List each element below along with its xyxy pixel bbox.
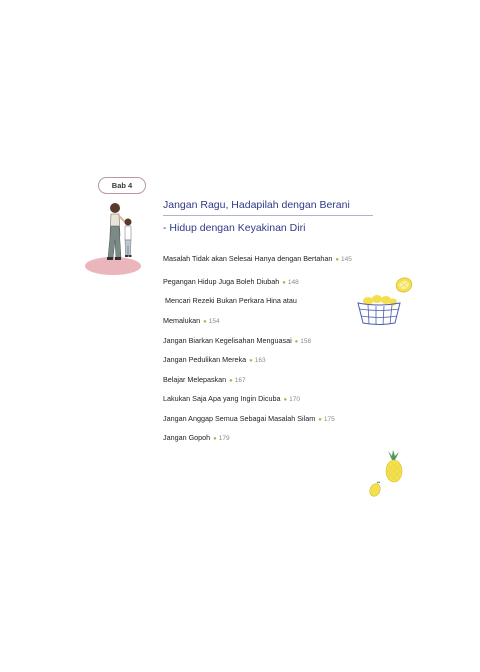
toc-entry[interactable]: [163, 277, 299, 288]
chapter-badge-label: Bab 4: [111, 181, 133, 190]
bullet-dot-icon: ●: [203, 319, 207, 325]
toc-entry-title: Jangan Gopoh: [163, 433, 211, 442]
toc-entry[interactable]: [163, 296, 297, 306]
toc-entry-page: 163: [254, 357, 266, 364]
toc-entry-title: Memalukan: [163, 316, 201, 325]
toc-entry-page: 170: [289, 396, 300, 403]
toc-entry-title: Masalah Tidak akan Selesai Hanya dengan Bertahan: [163, 254, 333, 263]
toc-entry[interactable]: [163, 254, 352, 265]
toc-entry-page: 179: [218, 435, 230, 442]
toc-entry-title: Mencari Rezeki Bukan Perkara Hina atau: [163, 296, 297, 305]
bullet-dot-icon: ●: [294, 339, 299, 345]
bullet-dot-icon: ●: [229, 378, 233, 384]
lemon-icon: [393, 275, 415, 295]
bullet-dot-icon: ●: [335, 257, 340, 263]
toc-entry[interactable]: [163, 394, 300, 405]
toc-entry-page: 154: [208, 318, 220, 325]
toc-entry-title: Pegangan Hidup Juga Boleh Diubah: [163, 277, 280, 286]
toc-entry-page: 158: [300, 338, 312, 345]
toc-entry[interactable]: [163, 375, 246, 386]
toc-entry[interactable]: [163, 414, 335, 425]
small-lemon-icon: [367, 480, 383, 498]
toc-entry-page: 145: [341, 256, 352, 263]
bullet-dot-icon: ●: [213, 436, 217, 442]
parent-child-illustration: [83, 196, 143, 278]
chapter-badge: [98, 177, 146, 194]
bullet-dot-icon: ●: [283, 397, 288, 403]
toc-entry-page: 175: [323, 416, 335, 423]
toc-entry[interactable]: [163, 316, 220, 327]
bullet-dot-icon: ●: [282, 280, 286, 286]
bullet-dot-icon: ●: [318, 417, 322, 423]
toc-entry-page: 148: [287, 279, 299, 286]
lemon-basket-icon: [354, 293, 404, 327]
chapter-heading: [163, 198, 373, 235]
toc-entry[interactable]: [163, 433, 230, 444]
toc-entry[interactable]: [163, 336, 311, 347]
chapter-subtitle: - Hidup dengan Keyakinan Diri: [163, 222, 306, 234]
toc-entry-title: Lakukan Saja Apa yang Ingin Dicuba: [163, 394, 281, 403]
toc-entry-title: Jangan Anggap Semua Sebagai Masalah Silam: [163, 414, 316, 423]
toc-entry[interactable]: [163, 355, 266, 366]
bullet-dot-icon: ●: [249, 358, 253, 364]
toc-entry-title: Jangan Pedulikan Mereka: [163, 355, 247, 364]
toc-entry-title: Jangan Biarkan Kegelisahan Menguasai: [163, 336, 292, 345]
toc-entry-title: Belajar Melepaskan: [163, 375, 227, 384]
chapter-title: Jangan Ragu, Hadapilah dengan Berani: [163, 198, 373, 216]
pineapple-icon: [380, 450, 406, 484]
toc-entry-page: 167: [234, 377, 246, 384]
